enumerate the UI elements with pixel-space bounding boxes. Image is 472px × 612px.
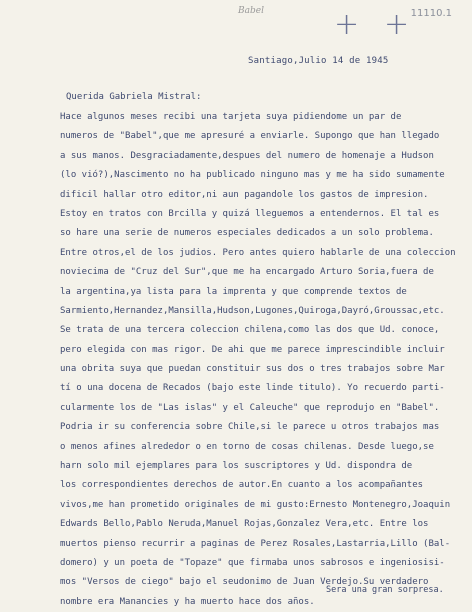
text-line: pero elegida con mas rigor. De ahi que me parece imprescindible incluir	[60, 344, 445, 355]
text-line: numeros de "Babel",que me apresuré a enviarle. Supongo que han llegado	[60, 131, 440, 142]
text-line: domero) y un poeta de "Topaze" que firmaba unos sabrosos e ingeniosisi-	[60, 557, 445, 568]
text-line: so hare una serie de numeros especiales dedicados a un solo problema.	[60, 228, 434, 239]
salutation: Querida Gabriela Mistral:	[66, 92, 202, 102]
text-line: harn solo mil ejemplares para los suscriptores y Ud. dispondra de	[60, 461, 413, 472]
archive-number: 11110.1	[410, 8, 452, 19]
text-line: Se trata de una tercera coleccion chilena,como las dos que Ud. conoce,	[60, 325, 440, 336]
text-line: mos "Versos de ciego" bajo el seudonimo de Juan Verdejo.Su verdadero	[60, 577, 429, 588]
text-line: los correspondientes derechos de autor.En cuanto a los acompañantes	[60, 480, 424, 491]
text-line: (lo vió?),Nascimento no ha publicado ninguno mas y me ha sido sumamente	[60, 170, 445, 181]
text-line: Estoy en tratos con Brcilla y quizá lleguemos a entendernos. El tal es	[60, 208, 440, 219]
text-line: una obrita suya que puedan constituir sus dos o tres trabajos sobre Mar	[60, 364, 445, 375]
text-line: dificil hallar otro editor,ni aun pagandole los gastos de impresion.	[60, 189, 429, 200]
cross-mark: +	[384, 7, 410, 42]
text-line: Podria ir su conferencia sobre Chile,si le parece u otros trabajos mas	[60, 422, 440, 433]
text-line: nombre era Manancies y ha muerto hace dos años.	[60, 596, 315, 607]
pencil-annotation: Babel	[238, 6, 264, 16]
text-line: Edwards Bello,Pablo Neruda,Manuel Rojas,Gonzalez Vera,etc. Entre los	[60, 519, 429, 530]
text-line: noviecima de "Cruz del Sur",que me ha encargado Arturo Soria,fuera de	[60, 267, 434, 278]
text-line: tí o una docena de Recados (bajo este linde titulo). Yo recuerdo parti-	[60, 383, 445, 394]
text-line: vivos,me han prometido originales de mi gusto:Ernesto Montenegro,Joaquin	[60, 499, 451, 510]
letter-body	[60, 108, 464, 612]
text-line: a sus manos. Desgraciadamente,despues del numero de homenaje a Hudson	[60, 150, 434, 161]
text-line: Sarmiento,Hernandez,Mansilla,Hudson,Lugones,Quiroga,Dayró,Groussac,etc.	[60, 305, 445, 316]
text-line: cularmente los de "Las islas" y el Caleuche" que reprodujo en "Babel".	[60, 402, 440, 413]
text-line: o menos afines alrededor o en torno de cosas chilenas. Desde luego,se	[60, 441, 434, 452]
text-line: Entre otros,el de los judios. Pero antes quiero hablarle de una coleccion	[60, 247, 456, 258]
text-line: muertos pienso recurrir a paginas de Perez Rosales,Lastarria,Lillo (Bal-	[60, 538, 451, 549]
text-line: la argentina,ya lista para la imprenta y que comprende textos de	[60, 286, 407, 297]
text-line: Hace algunos meses recibi una tarjeta suya pidiendome un par de	[60, 112, 402, 122]
dateline: Santiago,Julio 14 de 1945	[248, 56, 389, 66]
closing-line: Sera una gran sorpresa.	[326, 585, 444, 595]
cross-mark: +	[334, 7, 360, 42]
